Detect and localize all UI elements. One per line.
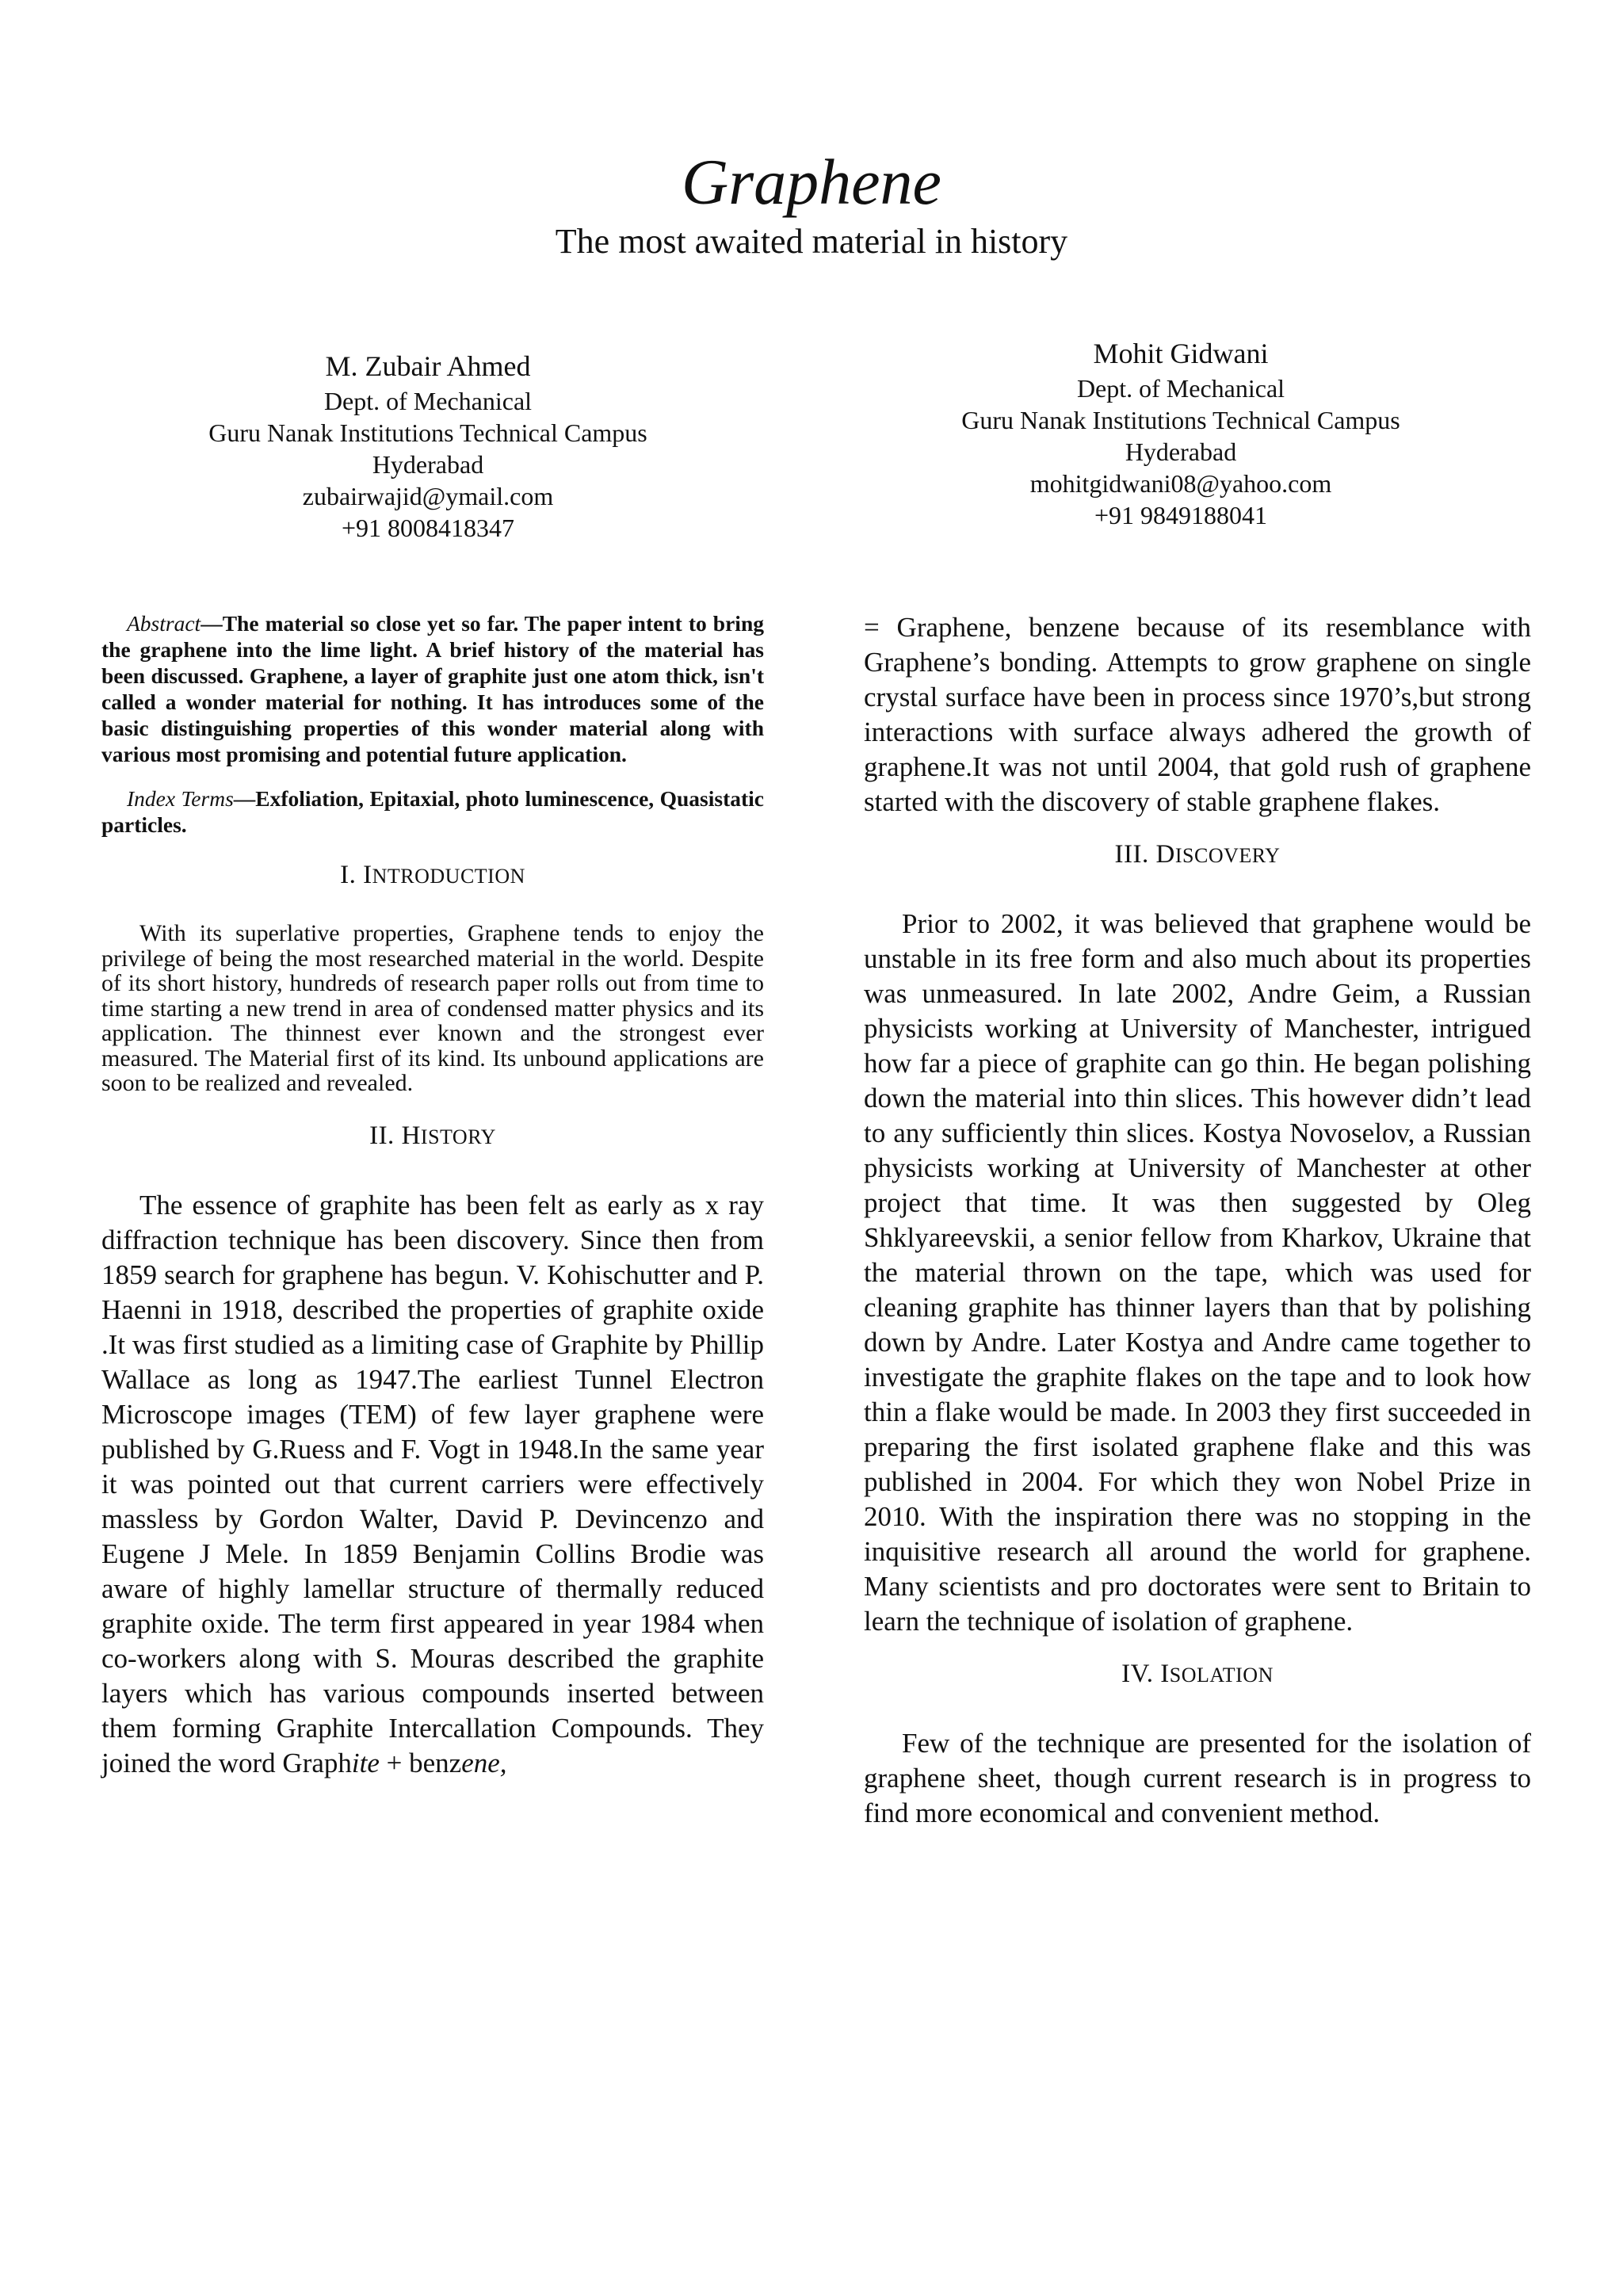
heading-numeral: II. bbox=[369, 1121, 402, 1150]
index-terms bbox=[101, 785, 764, 838]
author-name: Mohit Gidwani bbox=[1093, 338, 1269, 369]
introduction-body: With its superlative properties, Graphene tends to enjoy the privilege of being the most researched material in the world. Despite of its short history, hundreds of research paper rolls out from time to time starting a new trend in area of condensed matter physics and its application. The thinnest ever known and the strongest ever measured. The Material first of its kind. Its unbound applications are soon to be realized and revealed. bbox=[101, 920, 764, 1096]
author-block-1 bbox=[103, 347, 753, 544]
author-phone: +91 9849188041 bbox=[1094, 501, 1268, 529]
history-italic-ene: ene, bbox=[461, 1747, 507, 1778]
section-heading-introduction bbox=[101, 859, 764, 892]
author-email: mohitgidwani08@yahoo.com bbox=[1029, 469, 1332, 498]
history-plus: + benz bbox=[379, 1747, 462, 1778]
abstract bbox=[101, 610, 764, 767]
left-column bbox=[101, 610, 764, 1781]
isolation-body: Few of the technique are presented for the isolation of graphene sheet, though current research is in progress to find more economical and convenient method. bbox=[864, 1728, 1531, 1828]
heading-numeral: I. bbox=[340, 861, 364, 889]
author-dept: Dept. of Mechanical bbox=[323, 387, 533, 415]
heading-numeral: III. bbox=[1114, 840, 1156, 869]
heading-rest: NTRODUCTION bbox=[372, 865, 525, 888]
heading-numeral: IV. bbox=[1121, 1660, 1161, 1688]
index-terms-text: —Exfoliation, Epitaxial, photo luminescence, Quasistatic particles. bbox=[101, 786, 764, 837]
heading-initial: D bbox=[1155, 840, 1175, 869]
author-phone: +91 8008418347 bbox=[341, 514, 515, 542]
author-institution: Guru Nanak Institutions Technical Campus bbox=[961, 406, 1400, 434]
paper-subtitle: The most awaited material in history bbox=[555, 222, 1068, 261]
history-text: The essence of graphite has been felt as early as x ray diffraction technique has been discovery. Since then from 1859 search for graphene has begun. V. Kohischutter and P. Haenni in 1918, described the properties of graphite oxide .It was first studied as a limiting case of Graphite by Phillip Wallace as long as 1947.The earliest Tunnel Electron Microscope images (TEM) of few layer graphene were published by G.Ruess and F. Vogt in 1948.In the same year it was pointed out that current carriers were effectively massless by Gordon Walter, David P. Devincenzo and Eugene J Mele. In 1859 Benjamin Collins Brodie was aware of highly lamellar structure of thermally reduced graphite oxide. The term first appeared in year 1984 when co-workers along with S. Mouras described the graphite layers which has various compounds inserted between them forming Graphite Intercallation Compounds. They joined the word Graph bbox=[101, 1189, 764, 1778]
author-city: Hyderabad bbox=[372, 450, 484, 479]
author-email: zubairwajid@ymail.com bbox=[302, 482, 554, 510]
history-italic-ite: ite bbox=[351, 1747, 380, 1778]
index-terms-label: Index Terms bbox=[127, 786, 234, 811]
heading-rest: ISCOVERY bbox=[1174, 844, 1281, 867]
heading-initial: H bbox=[401, 1121, 421, 1150]
discovery-body: Prior to 2002, it was believed that graphene would be unstable in its free form and also much about its properties was unmeasured. In late 2002, Andre Geim, a Russian physicists working at University of Manchester, intrigued how far a piece of graphite can go thin. He began polishing down the material into thin slices. This however didn’t lead to any sufficiently thin slices. Kostya Novoselov, a Russian physicists working at University of Manchester at other project that time. It was then suggested by Oleg Shklyareevskii, a senior fellow from Kharkov, Ukraine that the material thrown on the tape, which was used for cleaning graphite has thinner layers than that by polishing down by Andre. Later Kostya and Andre came together to investigate the graphite flakes on the tape and to look how thin a flake would be made. In 2003 they first succeeded in preparing the first isolated graphene flake and this was published in 2004. For which they won Nobel Prize in 2010. With the inspiration there was no stopping in the inquisitive research all around the world for graphene. Many scientists and pro doctorates were sent to Britain to learn the technique of isolation of graphene. bbox=[864, 908, 1531, 1637]
author-institution: Guru Nanak Institutions Technical Campus bbox=[208, 418, 647, 447]
history-body bbox=[101, 1188, 764, 1781]
heading-rest: SOLATION bbox=[1169, 1664, 1274, 1687]
section-heading-history bbox=[101, 1120, 764, 1153]
heading-rest: ISTORY bbox=[420, 1125, 496, 1148]
heading-initial: I bbox=[363, 861, 372, 889]
author-name: M. Zubair Ahmed bbox=[325, 350, 531, 382]
section-heading-isolation bbox=[864, 1658, 1531, 1691]
author-city: Hyderabad bbox=[1125, 437, 1237, 466]
heading-initial: I bbox=[1160, 1660, 1170, 1688]
right-column bbox=[864, 610, 1531, 1831]
section-heading-discovery bbox=[864, 839, 1531, 872]
author-block-2 bbox=[856, 334, 1506, 531]
history-continued: = Graphene, benzene because of its resemblance with Graphene’s bonding. Attempts to grow graphene on single crystal surface have been in process since 1970’s,but strong interactions with surface always adhered the growth of graphene.It was not until 2004, that gold rush of graphene started with the discovery of stable graphene flakes. bbox=[864, 612, 1531, 817]
paper-title: Graphene bbox=[682, 146, 941, 218]
author-dept: Dept. of Mechanical bbox=[1076, 374, 1285, 403]
abstract-text: —The material so close yet so far. The paper intent to bring the graphene into the lime light. A brief history of the material has been discussed. Graphene, a layer of graphite just one atom thick, isn't called a wonder material for nothing. It has introduces some of the basic distinguishing properties of this wonder material along with various most promising and potential future application. bbox=[101, 611, 764, 766]
abstract-label: Abstract bbox=[127, 611, 201, 636]
